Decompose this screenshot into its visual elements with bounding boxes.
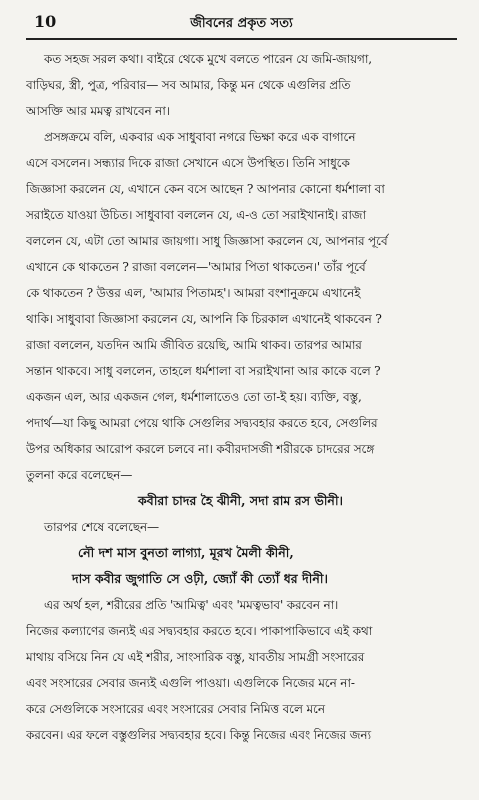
page-number: 10 [34, 12, 57, 31]
text-line: জিজ্ঞাসা করলেন যে, এখানে কেন বসে আছেন ? আপনার কোনো ধর্মশালা বা [26, 182, 385, 196]
text-line: কত সহজ সরল কথা। বাইরে থেকে মুখে বলতে পারেন যে জমি-জায়গা, [44, 52, 372, 66]
text-line: মাথায় বসিয়ে নিন যে এই শরীর, সাংসারিক বস্তু, যাবতীয় সামগ্রী সংসারের [26, 650, 365, 664]
text-line: এর অর্থ হল, শরীরের প্রতি 'আমিত্ব' এবং 'মমত্বভাব' করবেন না। [44, 598, 339, 612]
running-title: জীবনের প্রকৃত সত্য [190, 16, 293, 31]
text-line: একজন এল, আর একজন গেল, ধর্মশালাতেও তো তা-ই হয়। ব্যক্তি, বস্তু, [26, 390, 362, 404]
text-line: বাড়িঘর, স্ত্রী, পুত্র, পরিবার— সব আমার, কিন্তু মন থেকে এগুলির প্রতি [26, 78, 351, 92]
text-line: এবং সংসারের সেবার জন্যই এগুলি পাওয়া। এগুলিকে নিজের মনে না- [26, 676, 355, 690]
text-line: এখানে কে থাকতেন ? রাজা বললেন—'আমার পিতা থাকতেন।' তাঁর পূর্বে [26, 260, 366, 274]
text-line: থাকি। সাধুবাবা জিজ্ঞাসা করলেন যে, আপনি কি চিরকাল এখানেই থাকবেন ? [26, 312, 382, 326]
text-line: আসক্তি আর মমত্ব রাখবেন না। [26, 104, 170, 118]
verse-line: কবীরা চাদর হৈ ঝীনী, সদা রাম রস ভীনী। [138, 493, 344, 508]
text-line: সন্তান থাকবে। সাধু বললেন, তাহলে ধর্মশালা বা সরাইখানা আর কাকে বলে ? [26, 364, 381, 378]
text-line: কে থাকতেন ? উত্তর এল, 'আমার পিতামহ'। আমরা বংশানুক্রমে এখানেই [26, 286, 361, 300]
text-line: করবেন। এর ফলে বস্তুগুলির সদ্ব্যবহার হবে। কিন্তু নিজের এবং নিজের জন্য [26, 728, 371, 742]
text-line: উপর অধিকার আরোপ করলে চলবে না। কবীরদাসজী শরীরকে চাদরের সঙ্গে [26, 442, 375, 456]
text-line: পদার্থ—যা কিছু আমরা পেয়ে থাকি সেগুলির সদ্ব্যবহার করতে হবে, সেগুলির [26, 416, 378, 430]
text-line: নিজের কল্যাণের জন্যই এর সদ্ব্যবহার করতে হবে। পাকাপাকিভাবে এই কথা [26, 624, 373, 638]
page-header [26, 12, 457, 40]
text-line: বললেন যে, এটা তো আমার জায়গা। সাধু জিজ্ঞাসা করলেন যে, আপনার পূর্বে [26, 234, 388, 248]
text-line: তারপর শেষে বলেছেন— [44, 520, 159, 534]
text-line: রাজা বললেন, যতদিন আমি জীবিত রয়েছি, আমি থাকব। তারপর আমার [26, 338, 362, 352]
text-line: তুলনা করে বলেছেন— [26, 468, 133, 482]
text-line: করে সেগুলিকে সংসারের এবং সংসারের সেবার নিমিত্ত বলে মনে [26, 702, 325, 716]
verse-line: নৌ দশ মাস বুনতা লাগ্যা, মূরখ মৈলী কীনী, [78, 545, 294, 560]
page-body [26, 46, 457, 748]
verse-line: দাস কবীর জুগাতি সে ওঢ়ী, জ্যোঁ কী ত্যোঁ ধর দীনী। [72, 571, 328, 586]
text-line: প্রসঙ্গক্রমে বলি, একবার এক সাধুবাবা নগরে ভিক্ষা করে এক বাগানে [44, 130, 356, 144]
text-line: এসে বসলেন। সন্ধ্যার দিকে রাজা সেখানে এসে উপস্থিত। তিনি সাধুকে [26, 156, 350, 170]
text-line: সরাইতে যাওয়া উচিত। সাধুবাবা বললেন যে, এ-ও তো সরাইখানাই। রাজা [26, 208, 366, 222]
